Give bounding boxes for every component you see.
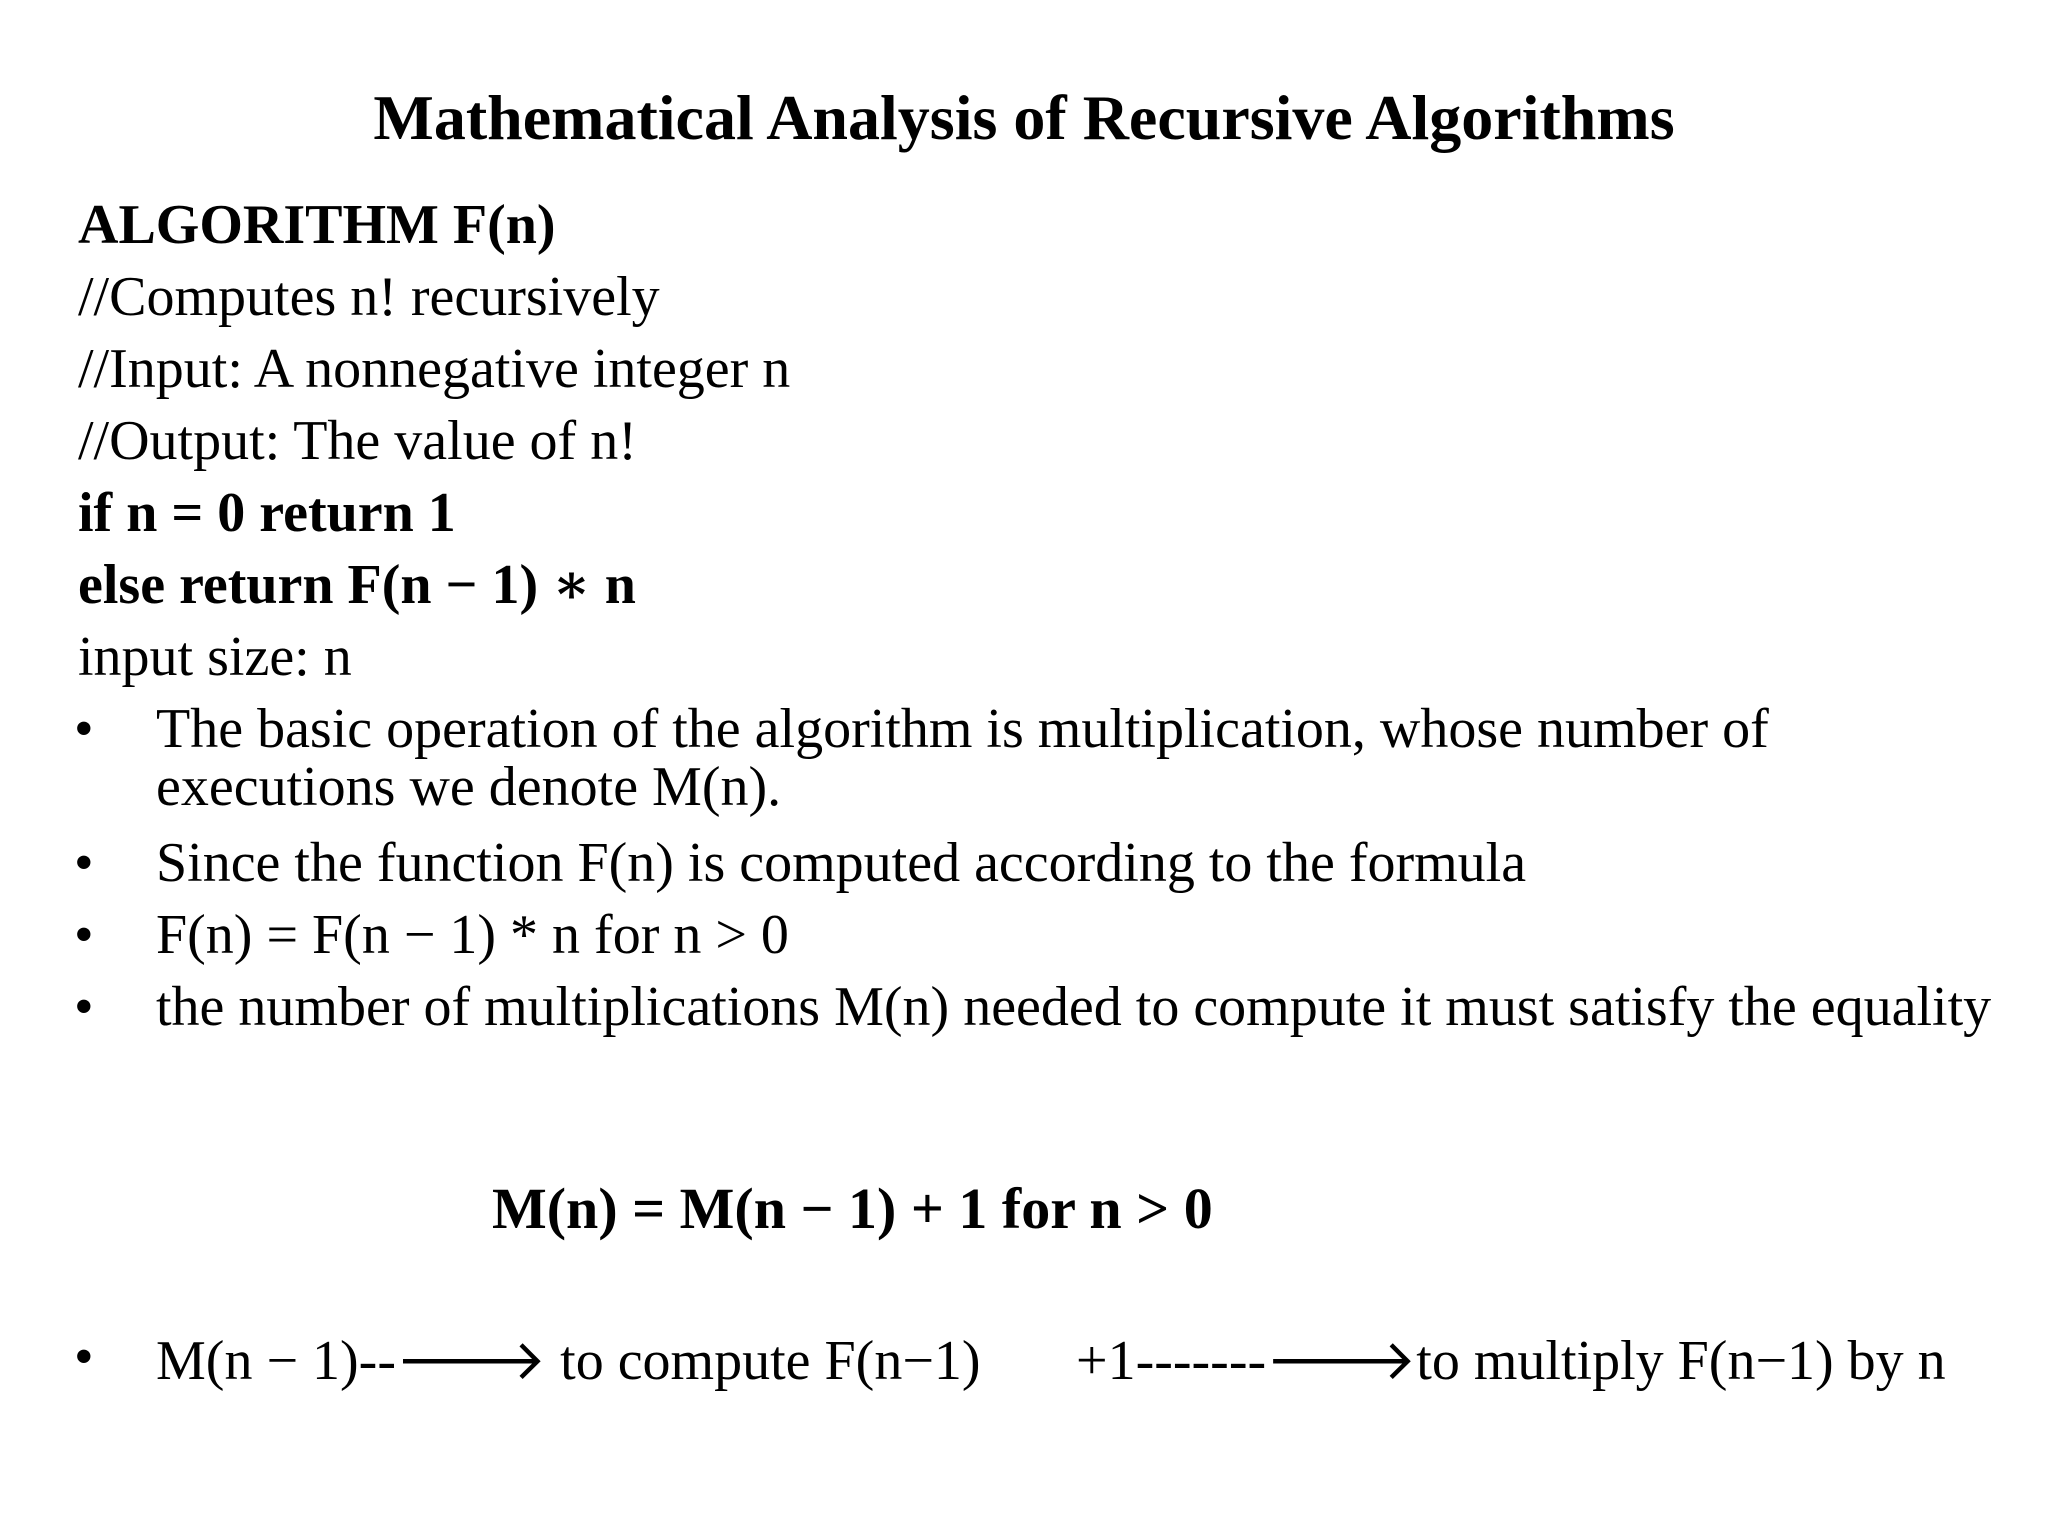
bullet-basic-operation: The basic operation of the algorithm is multiplication, whose number of executions we denote M(n). (156, 698, 1769, 818)
recurrence-equation: M(n) = M(n − 1) + 1 for n > 0 (492, 1176, 1213, 1241)
algorithm-code-if: if n = 0 return 1 (78, 482, 456, 544)
bullet-marker: • (74, 904, 94, 966)
bullet-formula-intro: Since the function F(n) is computed according to the formula (156, 832, 1527, 894)
algorithm-comment-output: //Output: The value of n! (78, 410, 637, 472)
input-size-line: input size: n (78, 626, 352, 688)
algorithm-header: ALGORITHM F(n) (78, 194, 556, 256)
last-bullet-part-multiply: +1-------🡒to multiply F(n−1) by n (1076, 1330, 1946, 1392)
bullet-marker: • (74, 698, 94, 760)
bullet-multiplication-count: the number of multiplications M(n) needed to compute it must satisfy the equality (156, 976, 1992, 1038)
algorithm-code-else: else return F(n − 1) ∗ n (78, 554, 636, 616)
bullet-marker: • (74, 976, 94, 1038)
algorithm-comment-input: //Input: A nonnegative integer n (78, 338, 791, 400)
last-bullet-part-compute: M(n − 1)--🡒 to compute F(n−1) (156, 1330, 981, 1392)
algorithm-comment-purpose: //Computes n! recursively (78, 266, 660, 328)
bullet-recurrence-f: F(n) = F(n − 1) * n for n > 0 (156, 904, 789, 966)
bullet-marker: • (74, 1326, 94, 1388)
slide-title: Mathematical Analysis of Recursive Algorithms (373, 82, 1675, 153)
bullet-marker: • (74, 832, 94, 894)
